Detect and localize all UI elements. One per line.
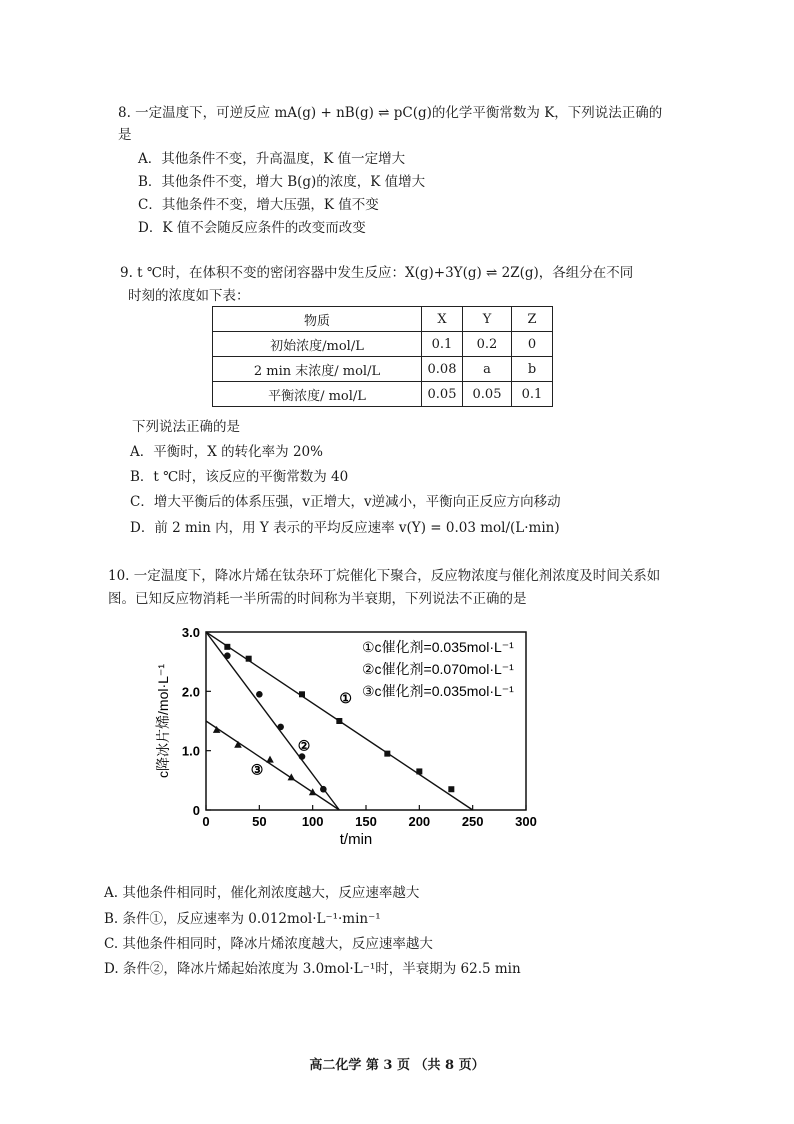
q10-option-a: A. 其他条件相同时，催化剂浓度越大，反应速率越大 bbox=[104, 885, 420, 901]
x-tick-label: 150 bbox=[355, 814, 377, 829]
legend-entry: ③c催化剂=0.035mol·L⁻¹ bbox=[362, 683, 514, 699]
table-cell: b bbox=[512, 357, 553, 382]
data-point-square bbox=[384, 751, 390, 757]
q10-stem-line2: 图。已知反应物消耗一半所需的时间称为半衰期，下列说法不正确的是 bbox=[108, 591, 527, 607]
data-point-square bbox=[224, 644, 230, 650]
q10-option-b: B. 条件①，反应速率为 0.012mol·L⁻¹·min⁻¹ bbox=[104, 911, 381, 927]
q10-option-c: C. 其他条件相同时，降冰片烯浓度越大，反应速率越大 bbox=[104, 936, 433, 952]
series-line-3 bbox=[206, 721, 339, 810]
q9-stem-line1: 9. t ℃时，在体积不变的密闭容器中发生反应：X(g)+3Y(g) ⇌ 2Z(g)，各组分在不同 bbox=[120, 265, 634, 281]
table-cell: 0.1 bbox=[422, 332, 463, 357]
q8-option-c: C．其他条件不变，增大压强，K 值不变 bbox=[138, 197, 379, 213]
x-tick-label: 0 bbox=[202, 814, 210, 829]
curve-label: ② bbox=[297, 737, 311, 754]
data-point-circle bbox=[320, 786, 327, 793]
data-point-square bbox=[336, 718, 342, 724]
table-cell: X bbox=[422, 307, 463, 332]
table-cell: 初始浓度/mol/L bbox=[213, 332, 422, 357]
curve-label: ③ bbox=[250, 761, 264, 778]
data-point-circle bbox=[256, 691, 263, 698]
y-axis-label: c降冰片烯/mol·L⁻¹ bbox=[155, 664, 171, 778]
q10-option-d: D. 条件②，降冰片烯起始浓度为 3.0mol·L⁻¹时，半衰期为 62.5 min bbox=[104, 961, 521, 977]
concentration-time-chart bbox=[150, 616, 550, 856]
q9-option-c: C．增大平衡后的体系压强，v正增大，v逆减小，平衡向正反应方向移动 bbox=[130, 494, 561, 510]
data-point-square bbox=[416, 768, 422, 774]
q8-option-a: A．其他条件不变，升高温度，K 值一定增大 bbox=[138, 151, 406, 167]
q9-option-b: B．t ℃时，该反应的平衡常数为 40 bbox=[130, 469, 349, 485]
x-tick-label: 100 bbox=[301, 814, 324, 829]
q10-stem-line1: 10. 一定温度下，降冰片烯在钛杂环丁烷催化下聚合，反应物浓度与催化剂浓度及时间关系如 bbox=[108, 568, 661, 584]
x-tick-label: 300 bbox=[515, 814, 537, 829]
table-cell: 0.08 bbox=[422, 357, 463, 382]
table-cell: 0.1 bbox=[512, 382, 553, 407]
x-axis-label: t/min bbox=[339, 831, 373, 848]
table-cell: 0.05 bbox=[463, 382, 512, 407]
data-point-triangle bbox=[309, 788, 317, 795]
x-tick-label: 50 bbox=[252, 814, 267, 829]
x-tick-label: 200 bbox=[408, 814, 431, 829]
table-cell: Y bbox=[463, 307, 512, 332]
table-cell: 2 min 末浓度/ mol/L bbox=[213, 357, 422, 382]
table-cell: 0 bbox=[512, 332, 553, 357]
table-cell: 0.2 bbox=[463, 332, 512, 357]
table-cell: 平衡浓度/ mol/L bbox=[213, 382, 422, 407]
page-footer: 高二化学 第 3 页 （共 8 页） bbox=[309, 1058, 485, 1073]
q9-option-a: A．平衡时，X 的转化率为 20% bbox=[130, 444, 323, 460]
legend-entry: ①c催化剂=0.035mol·L⁻¹ bbox=[362, 639, 514, 655]
table-row bbox=[213, 332, 553, 357]
table-cell: a bbox=[463, 357, 512, 382]
data-point-square bbox=[299, 691, 305, 697]
table-row bbox=[213, 382, 553, 407]
q9-prompt: 下列说法正确的是 bbox=[132, 419, 240, 435]
q9-stem-line2: 时刻的浓度如下表： bbox=[128, 288, 250, 304]
table-cell: 物质 bbox=[213, 307, 422, 332]
q9-option-d: D．前 2 min 内，用 Y 表示的平均反应速率 v(Y) = 0.03 mol/(L·min) bbox=[130, 520, 560, 536]
q8-option-d: D．K 值不会随反应条件的改变而改变 bbox=[138, 220, 366, 236]
curve-label: ① bbox=[339, 690, 352, 707]
concentration-table bbox=[212, 306, 553, 407]
q8-stem-line1: 8. 一定温度下，可逆反应 mA(g) + nB(g) ⇌ pC(g)的化学平衡常数为 K，下列说法正确的 bbox=[118, 105, 663, 121]
plot-frame bbox=[206, 632, 526, 810]
data-point-triangle bbox=[266, 756, 274, 763]
legend-entry: ②c催化剂=0.070mol·L⁻¹ bbox=[362, 661, 514, 677]
y-tick-label: 1.0 bbox=[181, 743, 200, 759]
q8-stem-line2: 是 bbox=[118, 127, 132, 143]
data-point-circle bbox=[224, 652, 231, 659]
data-point-square bbox=[246, 656, 252, 662]
table-cell: Z bbox=[512, 307, 553, 332]
x-tick-label: 250 bbox=[461, 814, 484, 829]
y-tick-label: 0 bbox=[192, 803, 200, 818]
table-header-row bbox=[213, 307, 553, 332]
data-point-square bbox=[448, 786, 454, 792]
table-row bbox=[213, 357, 553, 382]
table-cell: 0.05 bbox=[422, 382, 463, 407]
q8-option-b: B．其他条件不变，增大 B(g)的浓度，K 值增大 bbox=[138, 174, 426, 190]
data-point-circle bbox=[277, 724, 284, 731]
y-tick-label: 2.0 bbox=[181, 684, 200, 700]
y-tick-label: 3.0 bbox=[181, 625, 200, 640]
data-point-circle bbox=[299, 753, 306, 760]
